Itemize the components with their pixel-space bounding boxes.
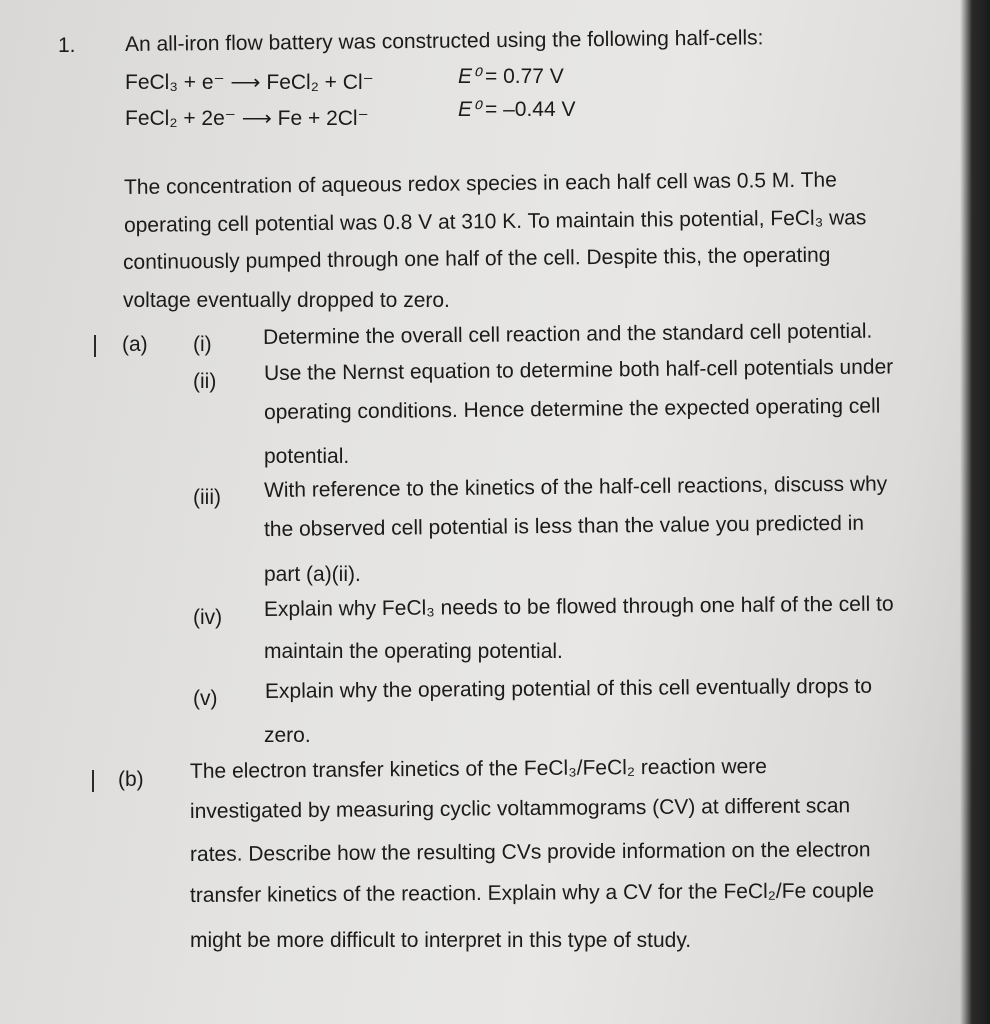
context-line: operating cell potential was 0.8 V at 310 K. To maintain this potential, FeCl₃ was — [123, 206, 867, 237]
margin-mark — [94, 335, 96, 357]
part-b-text: rates. Describe how the resulting CVs provide information on the electron — [189, 838, 871, 866]
half-cell-1-potential: = 0.77 V — [485, 65, 564, 88]
part-a-item-label: (iii) — [193, 486, 221, 509]
part-a-item-text: part (a)(ii). — [264, 563, 361, 586]
half-cell-2-reaction: FeCl₂ + 2e⁻ ⟶ Fe + 2Cl⁻ — [125, 107, 369, 130]
context-line: The concentration of aqueous redox species in each half cell was 0.5 M. The — [123, 168, 837, 199]
margin-mark — [92, 770, 94, 792]
part-a-item-text: Explain why the operating potential of this cell eventually drops to — [264, 674, 873, 703]
part-a-item-label: (v) — [193, 687, 218, 710]
half-cell-2-potential: = –0.44 V — [485, 98, 576, 121]
part-a-item-text: Use the Nernst equation to determine both half-cell potentials under — [263, 355, 894, 385]
part-b-text: The electron transfer kinetics of the FeCl₃/FeCl₂ reaction were — [189, 754, 768, 783]
desk-edge-shadow — [960, 0, 990, 1024]
part-b-label: (b) — [118, 768, 144, 791]
part-a-item-label: (iv) — [193, 606, 223, 629]
intro-text: An all-iron flow battery was constructed using the following half-cells: — [124, 26, 764, 56]
half-cell-1-reaction: FeCl₃ + e⁻ ⟶ FeCl₂ + Cl⁻ — [125, 71, 374, 94]
part-b-text: might be more difficult to interpret in this type of study. — [190, 929, 692, 952]
part-a-item-label: (ii) — [193, 370, 217, 393]
part-a-item-text: With reference to the kinetics of the half-cell reactions, discuss why — [263, 472, 888, 502]
context-line: continuously pumped through one half of the cell. Despite this, the operating — [122, 243, 831, 274]
half-cell-2-e-symbol: E⁰ — [458, 98, 481, 121]
context-line: voltage eventually dropped to zero. — [123, 289, 450, 312]
part-a-item-text: Determine the overall cell reaction and the standard cell potential. — [262, 319, 873, 349]
question-number: 1. — [58, 34, 76, 57]
part-a-item-text: the observed cell potential is less than the value you predicted in — [263, 511, 865, 541]
part-a-item-text: maintain the operating potential. — [264, 640, 563, 663]
half-cell-1-e-symbol: E⁰ — [458, 65, 481, 88]
part-a-item-text: operating conditions. Hence determine the expected operating cell — [263, 394, 881, 424]
part-a-item-text: potential. — [264, 445, 350, 468]
part-a-label: (a) — [122, 333, 148, 356]
part-a-item-text: zero. — [264, 724, 311, 747]
part-b-text: investigated by measuring cyclic voltammograms (CV) at different scan — [189, 794, 851, 823]
part-a-item-label: (i) — [193, 333, 212, 356]
part-b-text: transfer kinetics of the reaction. Explain why a CV for the FeCl₂/Fe couple — [189, 879, 875, 907]
part-a-item-text: Explain why FeCl₃ needs to be flowed through one half of the cell to — [263, 592, 894, 621]
